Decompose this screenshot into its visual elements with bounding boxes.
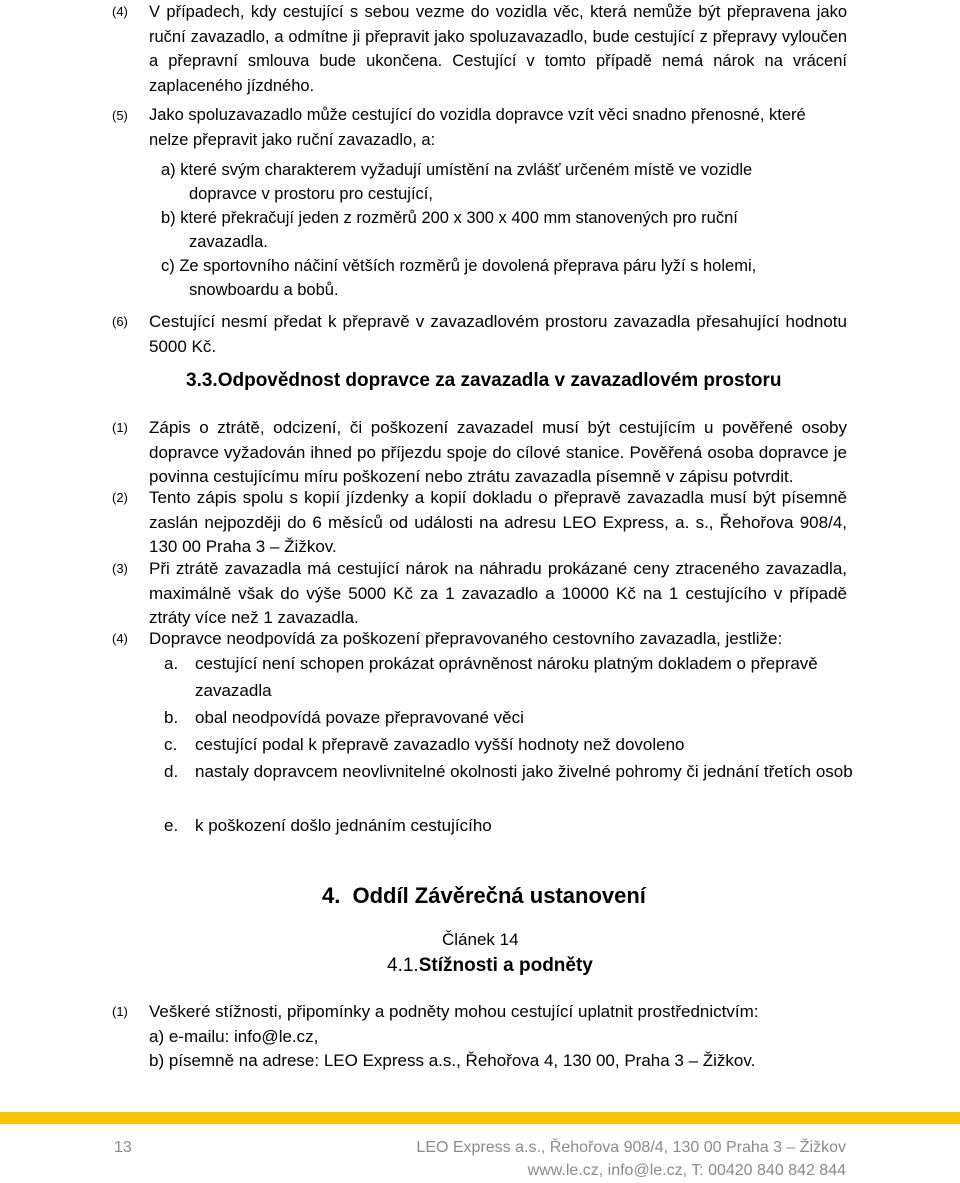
paragraph-number: (5): [112, 108, 128, 123]
paragraph-number: (6): [112, 314, 128, 329]
paragraph-3-compensation: [112, 557, 847, 631]
paragraph-number: (1): [112, 1004, 128, 1019]
list-item-label: b.: [164, 708, 179, 727]
paragraph-number: (2): [112, 490, 128, 505]
paragraph-text: V případech, kdy cestující s sebou vezme do vozidla věc, která nemůže být přepravena jako ruční zavazadlo, a odmítne ji přepravit jako spoluzavazadlo, bude cestující z přepravy vyloučen a přepravní smlouva bude ukončena. Cestující v tomto případě nemá nárok na vrácení zaplaceného jízdného.: [149, 3, 847, 95]
paragraph-text: Tento zápis spolu s kopií jízdenky a kopií dokladu o přepravě zavazadla musí být písemně zaslán nejpozději do 6 měsíců od události na adresu LEO Express, a. s., Řehořova 908/4, 130 00 Praha 3 – Žižkov.: [149, 488, 847, 556]
list-item: b) písemně na adrese: LEO Express a.s., Řehořova 4, 130 00, Praha 3 – Žižkov.: [149, 1051, 756, 1070]
list-item-label: d.: [164, 762, 179, 781]
paragraph-number: (4): [112, 4, 128, 19]
list-item-text: b) které překračují jeden z rozměrů 200 x 300 x 400 mm stanovených pro ruční zavazadla.: [161, 209, 738, 251]
footer-company-address: LEO Express a.s., Řehořova 908/4, 130 00 Praha 3 – Žižkov: [416, 1139, 846, 1156]
list-item: [164, 758, 854, 785]
list-item-text: c) Ze sportovního náčiní větších rozměrů je dovolená přeprava páru lyží s holemi, snowboardu a bobů.: [161, 257, 757, 299]
section-title: Odpovědnost dopravce za zavazadla v zavazadlovém prostoru: [217, 370, 782, 391]
list-item-text: obal neodpovídá povaze přepravované věci: [195, 708, 524, 727]
list-item-label: a.: [164, 654, 179, 673]
paragraph-text: Zápis o ztrátě, odcizení, či poškození zavazadel musí být cestujícím u pověřené osoby dopravce vyžadován ihned po příjezdu spoje do cílové stanice. Pověřená osoba dopravce je povinna cestujícímu míru poškození nebo ztrátu zavazadla písemně v zápisu potvrdit.: [149, 418, 847, 486]
list-item: [164, 704, 854, 731]
list-item: [161, 254, 821, 302]
section-title: Stížnosti a podněty: [418, 955, 593, 976]
paragraph-5-co-luggage: [112, 103, 847, 153]
paragraph-number: (1): [112, 420, 128, 435]
paragraph-text: Veškeré stížnosti, připomínky a podněty mohou cestující uplatnit prostřednictvím:: [149, 1002, 759, 1021]
list-item: a) e-mailu: info@le.cz,: [149, 1026, 319, 1046]
footer-accent-rule: [0, 1112, 960, 1124]
paragraph-2-report-submission: [112, 486, 847, 560]
list-item-text: nastaly dopravcem neovlivnitelné okolnosti jako živelné pohromy či jednání třetích osob: [195, 762, 853, 781]
list-item-text: k poškození došlo jednáním cestujícího: [195, 816, 492, 835]
section-number: 4.1.: [387, 955, 419, 976]
paragraph-4-liability-exclusions: [112, 627, 847, 652]
section-heading-4-1: [387, 955, 593, 977]
section-heading-4: [322, 883, 646, 909]
section-title: Oddíl Závěrečná ustanovení: [352, 883, 646, 908]
section-number: 3.3.: [186, 370, 218, 391]
article-title: Článek 14: [442, 930, 519, 949]
paragraph-text: Cestující nesmí předat k přepravě v zavazadlovém prostoru zavazadla přesahující hodnotu 5000 Kč.: [149, 312, 847, 356]
paragraph-6-value-limit: [112, 310, 847, 359]
list-item-text: a) které svým charakterem vyžadují umístění na zvlášť určeném místě ve vozidle dopravce v prostoru pro cestující,: [161, 161, 753, 203]
list-item: [164, 812, 854, 839]
list-item-text: cestující není schopen prokázat oprávněnost nároku platným dokladem o přepravě zavazadla: [195, 654, 818, 700]
paragraph-number: (3): [112, 561, 128, 576]
paragraph-text: Dopravce neodpovídá za poškození přepravovaného cestovního zavazadla, jestliže:: [149, 629, 783, 648]
page-number: 13: [114, 1139, 132, 1156]
section-number: 4.: [322, 883, 341, 908]
section-heading-3-3: [186, 370, 782, 392]
paragraph-text: Jako spoluzavazadlo může cestující do vozidla dopravce vzít věci snadno přenosné, které nelze přepravit jako ruční zavazadlo, a:: [149, 106, 806, 149]
list-item: [161, 158, 821, 206]
list-item-text: cestující podal k přepravě zavazadlo vyšší hodnoty než dovoleno: [195, 735, 685, 754]
paragraph-4-vehicle-items: [112, 0, 847, 98]
paragraph-text: Při ztrátě zavazadla má cestující nárok na náhradu prokázané ceny ztraceného zavazadla, maximálně však do výše 5000 Kč za 1 zavazadlo a 10000 Kč na 1 cestujícího v případě ztráty více než 1 zavazadla.: [149, 559, 847, 627]
list-item: [161, 206, 821, 254]
list-item-label: e.: [164, 816, 179, 835]
list-item: [164, 650, 854, 704]
list-item: [164, 731, 854, 758]
paragraph-1-damage-report: [112, 416, 847, 490]
list-item-label: c.: [164, 735, 178, 754]
footer-contact: www.le.cz, info@le.cz, T: 00420 840 842 844: [527, 1162, 846, 1179]
paragraph-number: (4): [112, 631, 128, 646]
paragraph-1-complaints: [112, 1000, 847, 1074]
